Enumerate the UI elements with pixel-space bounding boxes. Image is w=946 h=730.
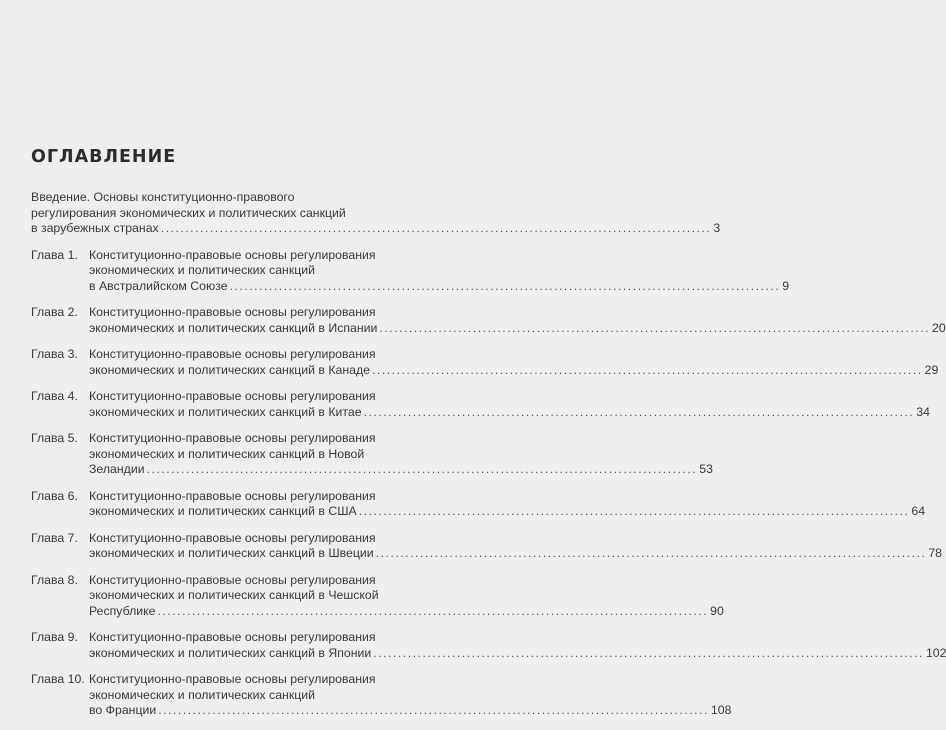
leader-dots	[377, 321, 932, 337]
toc-entry-last-line	[31, 221, 721, 237]
toc-entry-chapter-7	[31, 530, 942, 562]
toc-entry-text: экономических и политических санкций в Испании	[89, 320, 378, 335]
leader-dots	[374, 546, 929, 562]
toc-page-number: 53	[699, 462, 713, 476]
toc-page-number: 3	[713, 221, 721, 235]
toc-entry-last-line	[89, 279, 789, 295]
leader-dots	[362, 405, 917, 421]
chapter-number: Глава 10.	[31, 672, 85, 686]
chapter-title	[89, 248, 789, 295]
toc-entry-text: экономических и политических санкций в Японии	[89, 645, 372, 660]
toc-entry-line: Конституционно-правовые основы регулирования	[89, 431, 376, 445]
toc-entry-line: Конституционно-правовые основы регулирования	[89, 305, 376, 319]
chapter-number: Глава 2.	[31, 305, 78, 319]
toc-entry-chapter-6	[31, 488, 926, 520]
toc-entry-line: Конституционно-правовые основы регулирования	[89, 530, 376, 545]
toc-entry-text: экономических и политических санкций в Китае	[89, 404, 362, 419]
toc-page-number: 34	[916, 404, 930, 419]
toc-entry-line: экономических и политических санкций в Новой	[89, 446, 365, 461]
chapter-title	[89, 630, 946, 661]
leader-dots	[228, 279, 783, 295]
toc-page-number: 64	[911, 504, 926, 518]
toc-entry-last-line	[89, 604, 724, 620]
chapter-title	[89, 531, 942, 562]
toc-page-number: 78	[928, 546, 942, 560]
table-of-contents	[31, 190, 946, 730]
leader-dots	[357, 504, 912, 520]
leader-dots	[156, 703, 711, 719]
toc-entry-text: Республике	[89, 603, 156, 618]
toc-entry-chapter-10	[31, 672, 732, 719]
toc-entry-text: экономических и политических санкций в Швеции	[89, 546, 374, 560]
toc-entry-text: в Австралийском Союзе	[89, 278, 228, 293]
chapter-title	[89, 389, 930, 420]
leader-dots	[371, 646, 926, 662]
chapter-number: Глава 4.	[31, 389, 78, 403]
toc-entry-line: Конституционно-правовые основы регулирования	[89, 672, 376, 686]
toc-entry-text: во Франции	[89, 703, 157, 717]
toc-entry-line: Введение. Основы конституционно-правового	[31, 190, 295, 204]
toc-entry-line: Конституционно-правовые основы регулирования	[89, 488, 376, 503]
toc-entry-line: Конституционно-правовые основы регулирования	[89, 347, 376, 361]
toc-entry-line: Конституционно-правовые основы регулирования	[89, 572, 376, 587]
toc-page-number: 9	[782, 278, 790, 293]
toc-entry-line: регулирования экономических и политических санкций	[31, 205, 346, 220]
toc-page-number: 90	[710, 603, 724, 618]
toc-entry-last-line	[89, 321, 946, 337]
chapter-list	[31, 247, 946, 719]
toc-page-number: 20	[932, 320, 946, 335]
leader-dots	[370, 363, 925, 379]
chapter-title	[89, 347, 938, 378]
leader-dots	[159, 221, 714, 237]
toc-entry-introduction	[31, 190, 721, 237]
toc-entry-chapter-9	[31, 630, 946, 661]
toc-entry-last-line	[89, 462, 713, 478]
chapter-number: Глава 7.	[31, 530, 78, 545]
chapter-number: Глава 5.	[31, 431, 78, 445]
chapter-number: Глава 8.	[31, 572, 78, 587]
toc-entry-text: Зеландии	[89, 462, 145, 476]
toc-entry-line: экономических и политических санкций	[89, 263, 315, 277]
toc-entry-chapter-4	[31, 389, 930, 420]
leader-dots	[156, 604, 711, 620]
toc-entry-chapter-2	[31, 305, 946, 336]
leader-dots	[145, 462, 700, 478]
page-title: ОГЛАВЛЕНИЕ	[31, 147, 177, 167]
toc-entry-last-line	[89, 504, 925, 520]
toc-entry-line: экономических и политических санкций в Чешской	[89, 588, 379, 602]
chapter-title	[89, 672, 731, 719]
toc-entry-last-line	[89, 405, 930, 421]
toc-page-number: 108	[710, 703, 732, 717]
toc-entry-last-line	[89, 363, 938, 379]
chapter-number: Глава 6.	[31, 488, 78, 503]
chapter-title	[89, 305, 946, 336]
chapter-title	[89, 573, 724, 620]
toc-page-number: 29	[924, 362, 939, 377]
toc-entry-line: Конституционно-правовые основы регулирования	[89, 247, 376, 262]
toc-entry-chapter-8	[31, 572, 724, 620]
chapter-title	[89, 431, 713, 478]
toc-entry-line: Конституционно-правовые основы регулирования	[89, 630, 376, 644]
toc-entry-line: экономических и политических санкций	[89, 687, 315, 702]
toc-entry-text: в зарубежных странах	[31, 221, 159, 235]
chapter-number: Глава 3.	[31, 347, 78, 361]
toc-entry-text: экономических и политических санкций в США	[89, 504, 357, 518]
toc-page-number: 102	[925, 645, 946, 660]
toc-entry-chapter-3	[31, 347, 939, 378]
toc-entry-chapter-1	[31, 247, 790, 295]
chapter-number: Глава 1.	[31, 247, 78, 262]
toc-entry-text: экономических и политических санкций в Канаде	[89, 362, 371, 377]
chapter-title	[89, 489, 925, 520]
toc-entry-last-line	[89, 646, 946, 662]
toc-entry-last-line	[89, 703, 731, 719]
toc-entry-chapter-5	[31, 431, 713, 478]
toc-entry-line: Конституционно-правовые основы регулирования	[89, 389, 376, 403]
chapter-number: Глава 9.	[31, 630, 78, 644]
toc-entry-last-line	[89, 546, 942, 562]
